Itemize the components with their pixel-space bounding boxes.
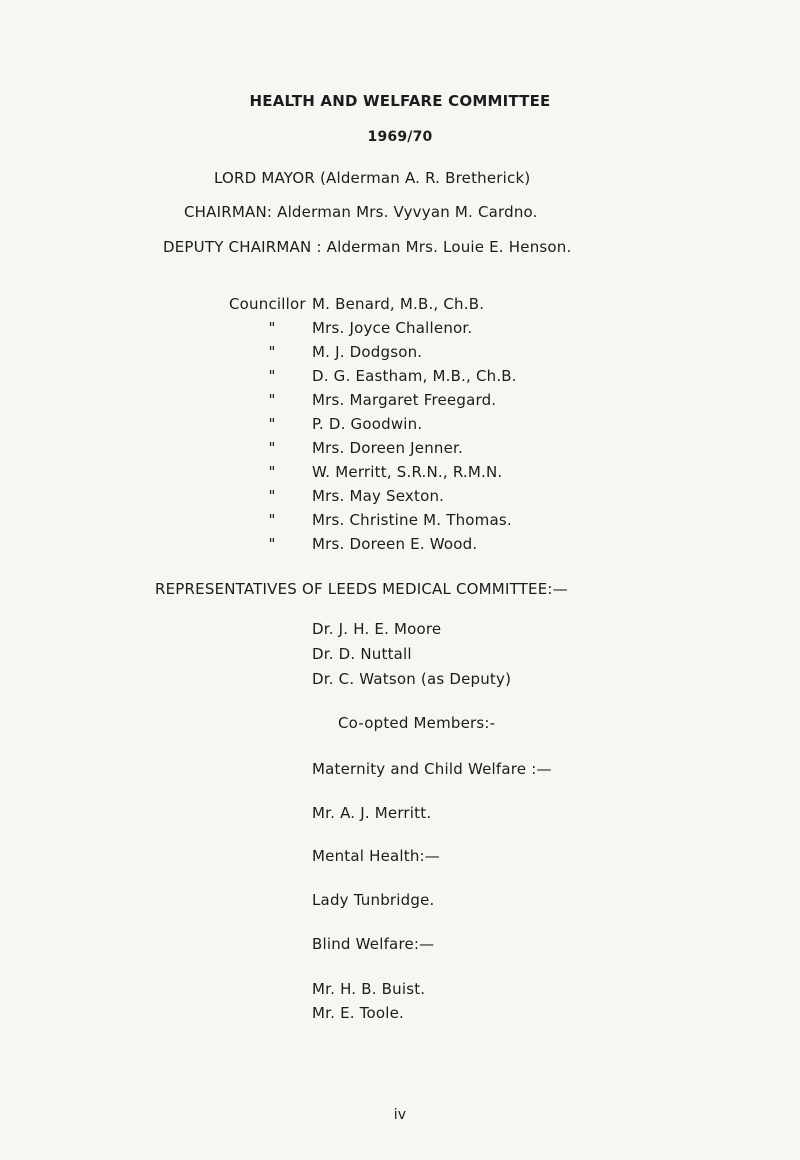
medical-committee-heading: REPRESENTATIVES OF LEEDS MEDICAL COMMITTEE:— [155,580,568,598]
ditto-mark: " [268,463,276,481]
ditto-mark: " [268,343,276,361]
chairman-line: CHAIRMAN: Alderman Mrs. Vyvyan M. Cardno. [184,203,538,221]
ditto-mark: " [268,511,276,529]
councillor-member: Mrs. Margaret Freegard. [312,391,497,409]
ditto-mark: " [268,391,276,409]
councillor-member: Mrs. Doreen Jenner. [312,439,464,457]
mental-health-member: Lady Tunbridge. [312,891,435,909]
medical-member: Dr. C. Watson (as Deputy) [312,670,512,688]
councillor-member: Mrs. May Sexton. [312,487,445,505]
ditto-mark: " [268,535,276,553]
deputy-chairman-line: DEPUTY CHAIRMAN : Alderman Mrs. Louie E. Henson. [163,238,572,256]
councillor-member: Mrs. Christine M. Thomas. [312,511,512,529]
coopted-heading: Co-opted Members:- [338,714,496,732]
ditto-mark: " [268,367,276,385]
blind-welfare-member: Mr. H. B. Buist. [312,980,426,998]
mental-health-label: Mental Health:— [312,847,440,865]
blind-welfare-member: Mr. E. Toole. [312,1004,405,1022]
councillor-member: P. D. Goodwin. [312,415,423,433]
medical-member: Dr. J. H. E. Moore [312,620,442,638]
councillor-prefix: Councillor [229,295,306,313]
ditto-mark: " [268,487,276,505]
councillor-member: D. G. Eastham, M.B., Ch.B. [312,367,517,385]
medical-member: Dr. D. Nuttall [312,645,412,663]
councillor-member: Mrs. Doreen E. Wood. [312,535,478,553]
councillor-member: M. J. Dodgson. [312,343,423,361]
committee-title: HEALTH AND WELFARE COMMITTEE [249,92,551,110]
committee-year: 1969/70 [367,129,433,145]
ditto-mark: " [268,319,276,337]
maternity-label: Maternity and Child Welfare :— [312,760,552,778]
maternity-member: Mr. A. J. Merritt. [312,804,432,822]
ditto-mark: " [268,415,276,433]
councillor-member: M. Benard, M.B., Ch.B. [312,295,485,313]
councillor-member: W. Merritt, S.R.N., R.M.N. [312,463,503,481]
councillor-member: Mrs. Joyce Challenor. [312,319,473,337]
page-number: iv [393,1107,407,1123]
ditto-mark: " [268,439,276,457]
blind-welfare-label: Blind Welfare:— [312,935,435,953]
lord-mayor-line: LORD MAYOR (Alderman A. R. Bretherick) [214,169,531,187]
